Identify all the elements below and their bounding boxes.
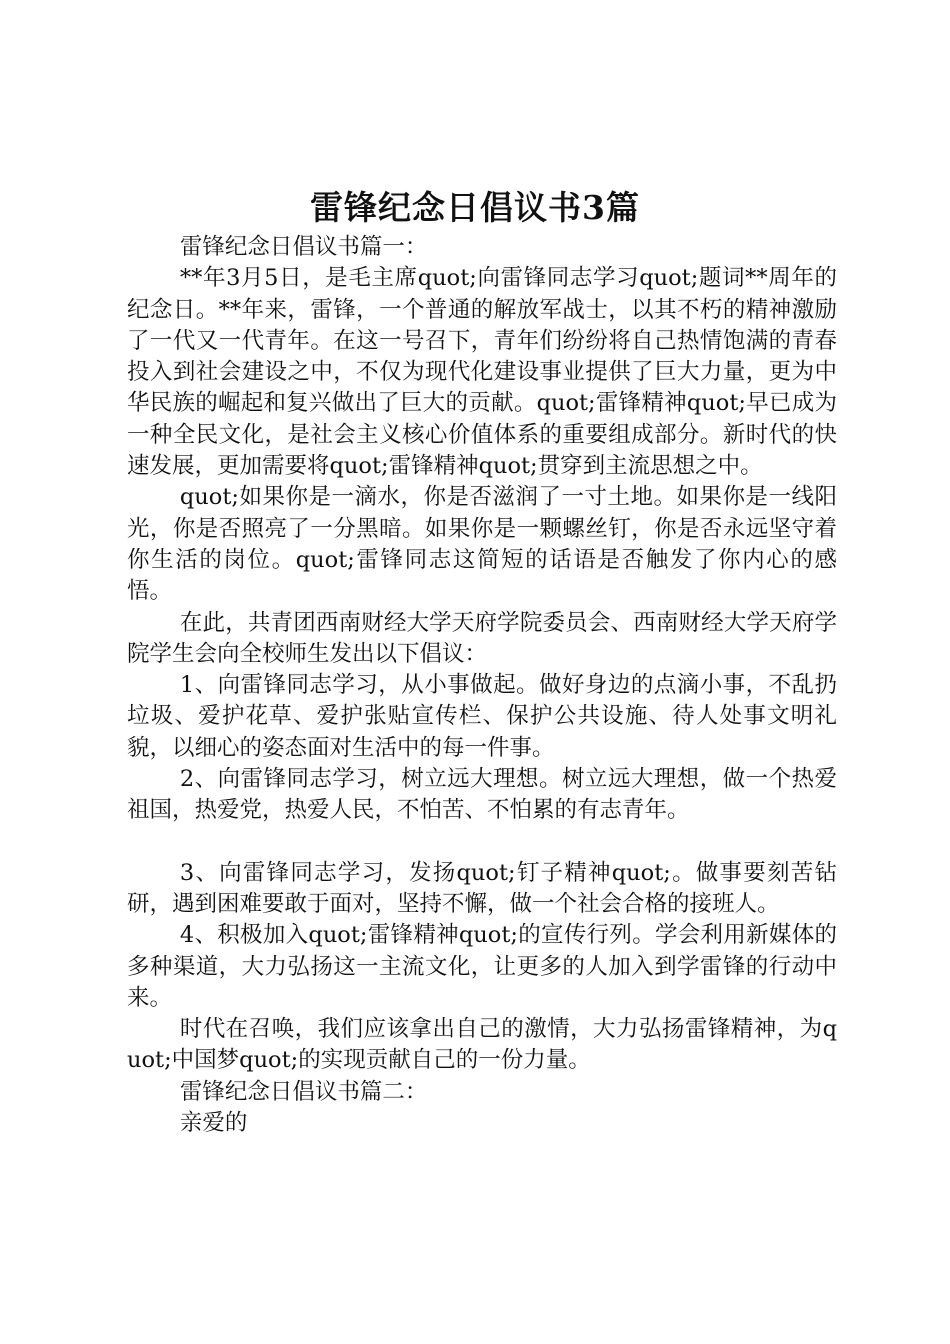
- proposal-item-1: 1、向雷锋同志学习，从小事做起。做好身边的点滴小事，不乱扔垃圾、爱护花草、爱护张贴宣传栏、保护公共设施、待人处事文明礼貌，以细心的姿态面对生活中的每一件事。: [127, 672, 837, 761]
- section-heading-1: 雷锋纪念日倡议书篇一：: [179, 234, 428, 260]
- body-paragraph: 在此，共青团西南财经大学天府学院委员会、西南财经大学天府学院学生会向全校师生发出以下倡议：: [127, 609, 837, 667]
- document-title: 雷锋纪念日倡议书3篇: [310, 188, 640, 227]
- body-paragraph: **年3月5日，是毛主席quot;向雷锋同志学习quot;题词**周年的纪念日。**年来，雷锋，一个普通的解放军战士，以其不朽的精神激励了一代又一代青年。在这一号召下，青年们纷纷将自己热情饱满的青春投入到社会建设之中，不仅为现代化建设事业提供了巨大力量，更为中华民族的崛起和复兴做出了巨大的贡献。quot;雷锋精神quot;早已成为一种全民文化，是社会主义核心价值体系的重要组成部分。新时代的快速发展，更加需要将quot;雷锋精神quot;贯穿到主流思想之中。: [127, 265, 837, 480]
- body-paragraph: quot;如果你是一滴水，你是否滋润了一寸土地。如果你是一线阳光，你是否照亮了一分黑暗。如果你是一颗螺丝钉，你是否永远坚守着你生活的岗位。quot;雷锋同志这简短的话语是否触发了你内心的感悟。: [127, 484, 837, 605]
- salutation: 亲爱的: [179, 1110, 248, 1137]
- body-paragraph: 时代在召唤，我们应该拿出自己的激情，大力弘扬雷锋精神，为quot;中国梦quot;的实现贡献自己的一份力量。: [127, 1016, 837, 1074]
- section-heading-2: 雷锋纪念日倡议书篇二：: [179, 1078, 428, 1105]
- proposal-item-2: 2、向雷锋同志学习，树立远大理想。树立远大理想，做一个热爱祖国，热爱党，热爱人民，不怕苦、不怕累的有志青年。: [127, 766, 837, 824]
- proposal-item-3: 3、向雷锋同志学习，发扬quot;钉子精神quot;。做事要刻苦钻研，遇到困难要敢于面对，坚持不懈，做一个社会合格的接班人。: [127, 859, 837, 917]
- proposal-item-4: 4、积极加入quot;雷锋精神quot;的宣传行列。学会利用新媒体的多种渠道，大力弘扬这一主流文化，让更多的人加入到学雷锋的行动中来。: [127, 922, 837, 1011]
- document-body: [127, 232, 837, 1139]
